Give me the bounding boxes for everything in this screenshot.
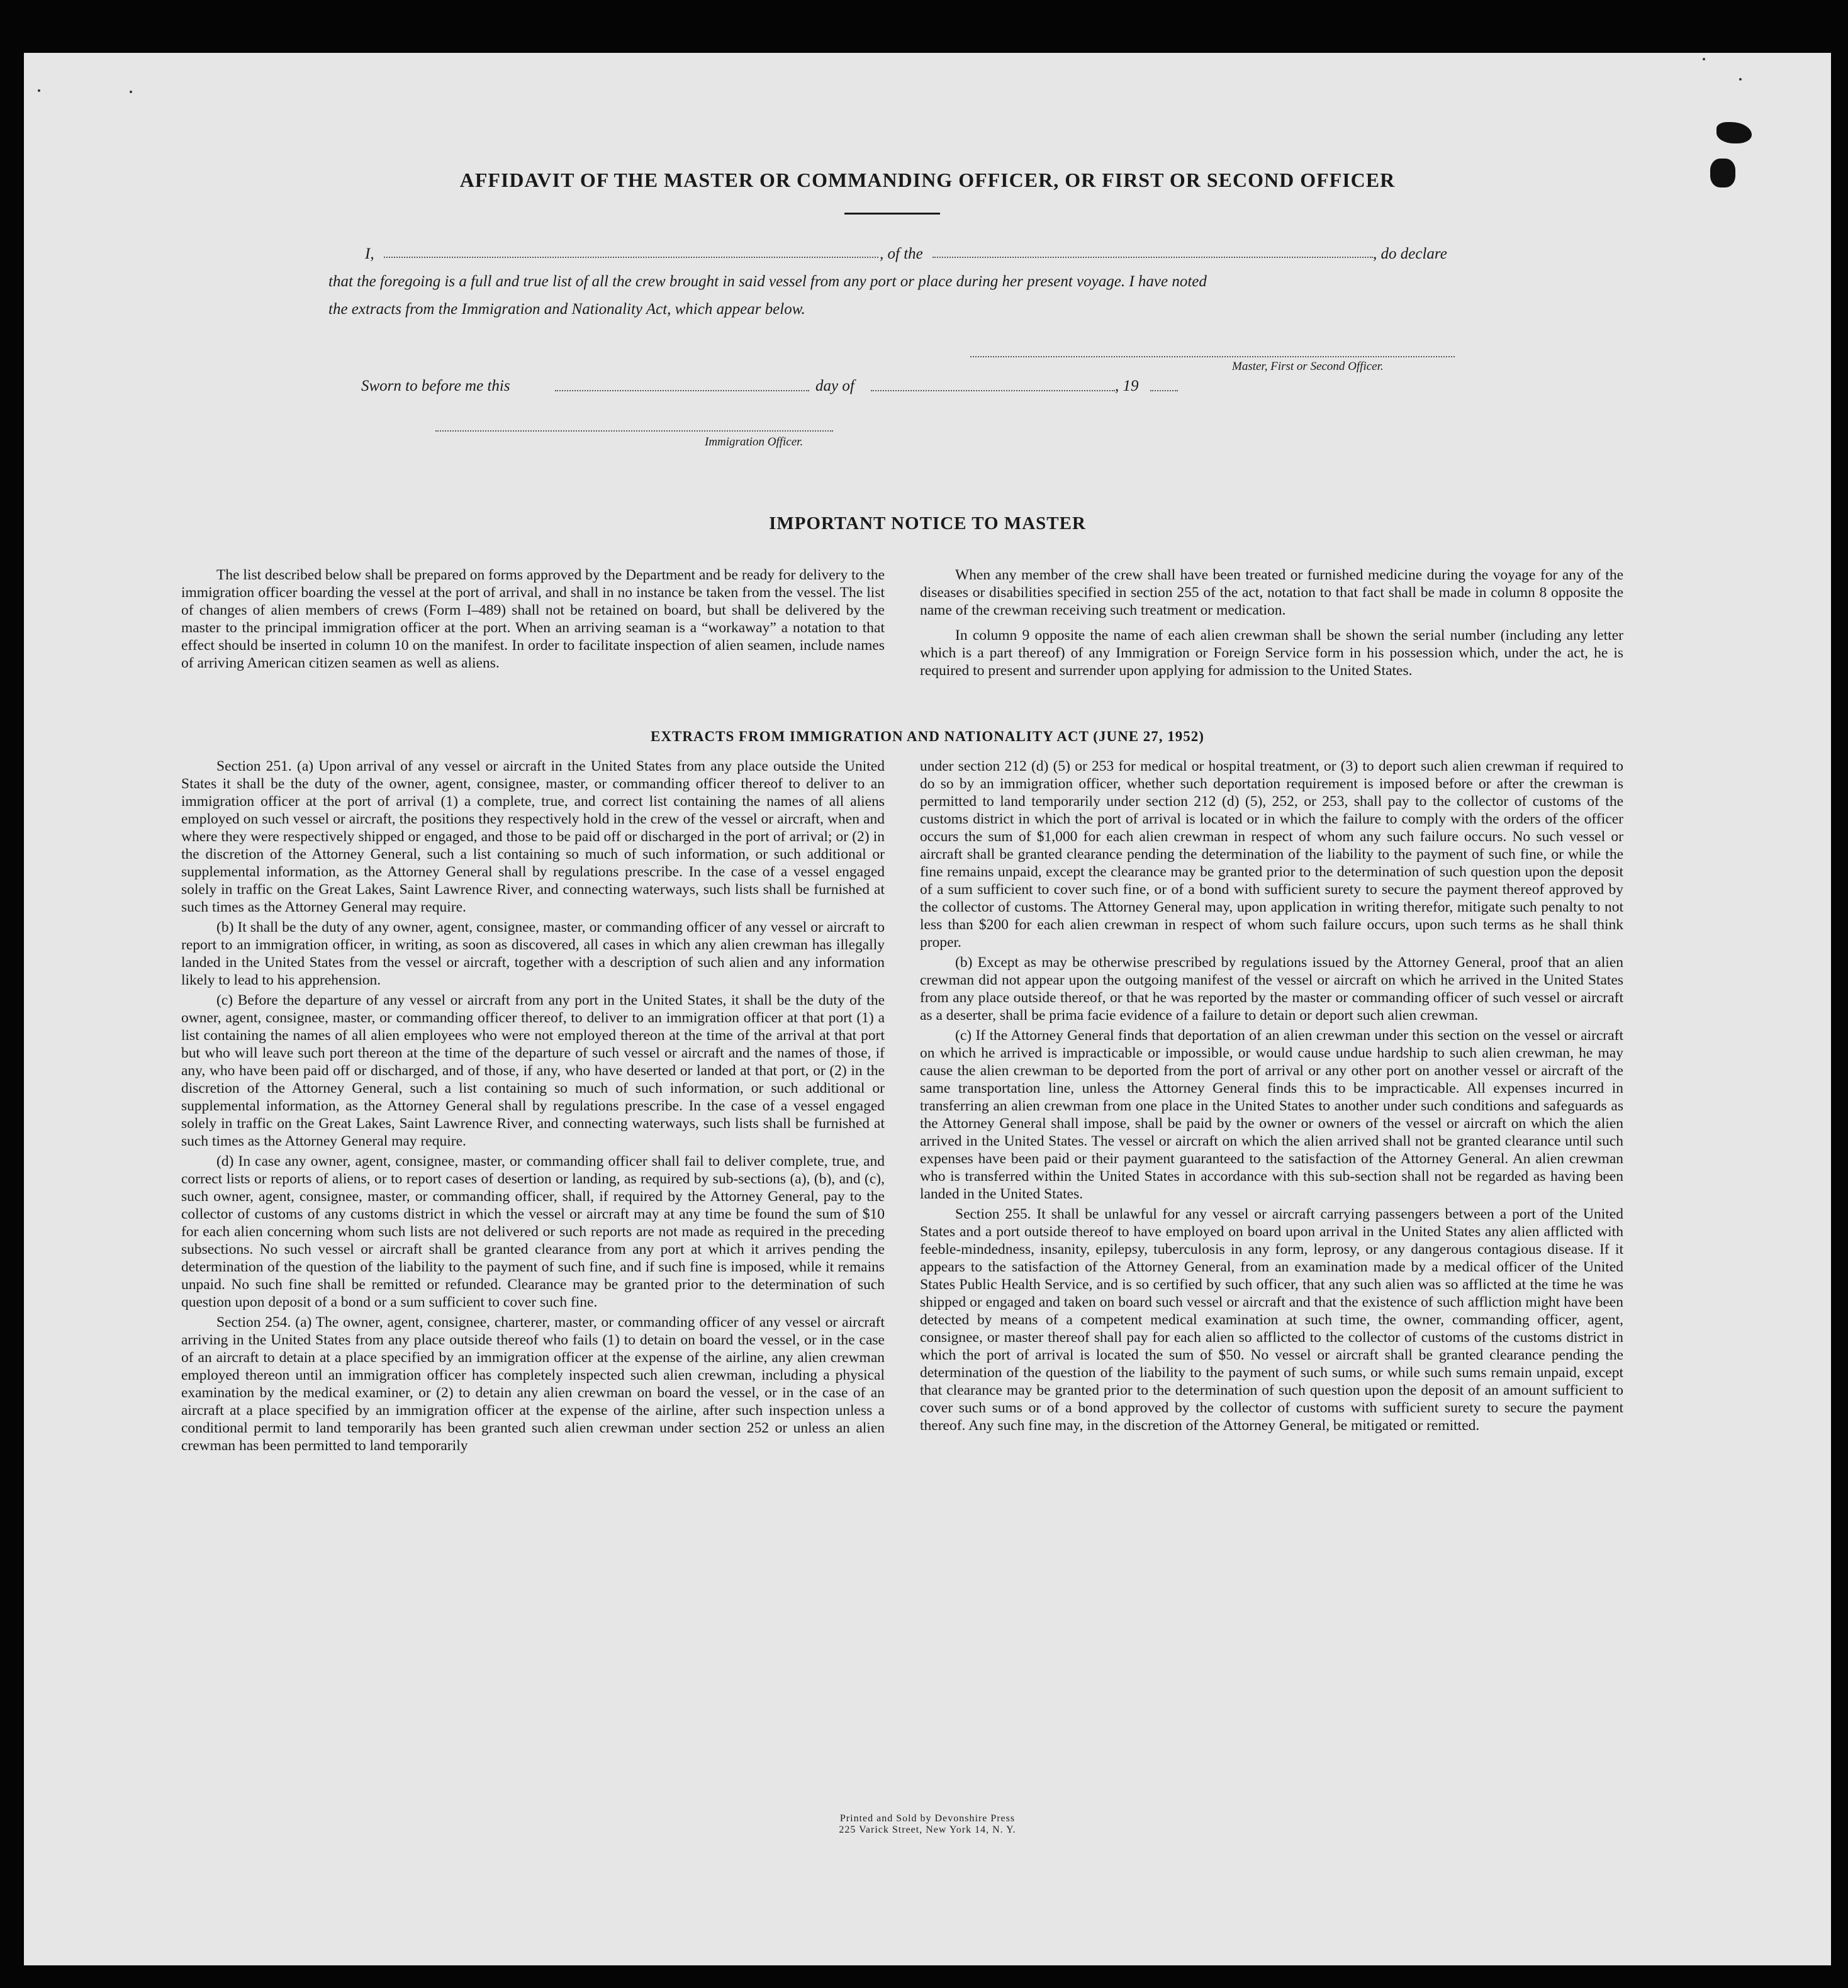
notice-paragraph: In column 9 opposite the name of each alien crewman shall be shown the serial number (including any letter which is a part thereof) of any Immigration or Foreign Service form in his possession which, under the act, he is required to present and surrender upon applying for admission to the United States. bbox=[920, 627, 1623, 679]
title-underline bbox=[844, 213, 940, 215]
sworn-prefix: Sworn to before me this bbox=[361, 377, 510, 394]
master-signature-line bbox=[970, 356, 1455, 357]
notice-paragraph: When any member of the crew shall have been treated or furnished medicine during the voyage for any of the diseases or disabilities specified in section 255 of the act, notation to that fact shall be made in column 8 opposite the name of the crewman receiving such treatment or medication. bbox=[920, 567, 1623, 618]
act-paragraph: (b) It shall be the duty of any owner, agent, consignee, master, or commanding officer of any vessel or aircraft to report to an immigration officer, in writing, as soon as discovered, all cases in which any alien crewman has illegally landed in the United States from the vessel or aircraft, together with a description of such alien and any information likely to lead to his apprehension. bbox=[181, 919, 885, 988]
declaration-line-3: the extracts from the Immigration and Nationality Act, which appear below. bbox=[328, 301, 805, 318]
printer-imprint bbox=[24, 1813, 1831, 1836]
declaration-of-the-label: , of the bbox=[880, 245, 923, 262]
act-paragraph: (b) Except as may be otherwise prescribed by regulations issued by the Attorney General, proof that an alien crewman did not appear upon the outgoing manifest of the vessel or aircraft on which he arrived in the United States from any place outside thereof, or that he was reported by the master or commanding officer of such vessel or aircraft as a deserter, shall be prima facie evidence of a failure to detain or deport such alien crewman. bbox=[920, 954, 1623, 1024]
document-page bbox=[24, 53, 1831, 1965]
sworn-year-blank bbox=[1150, 390, 1178, 391]
notice-left-column bbox=[181, 566, 885, 674]
act-paragraph: (c) Before the departure of any vessel or aircraft from any port in the United States, it shall be the duty of the owner, agent, consignee, master, or commanding officer thereof, to deliver to an immigration officer at that port (1) a list containing the names of all alien employees who were not employed thereon at the time of the arrival at that port but who will leave such port thereon at the time of the departure of such vessel or aircraft and the names of those, if any, who have been paid off or discharged, and of those, if any, who have deserted or landed at that port, or (2) in the discretion of the Attorney General, such a list containing so much of such information, or such additional or supplemental information, as the Attorney General shall by regulations prescribe. In the case of a vessel engaged solely in traffic on the Great Lakes, Saint Lawrence River, and connecting waterways, such lists shall be furnished at such times as the Attorney General may require. bbox=[181, 992, 885, 1149]
printer-line-1: Printed and Sold by Devonshire Press bbox=[839, 1813, 1016, 1824]
scan-speck bbox=[130, 91, 132, 93]
affidavit-title: AFFIDAVIT OF THE MASTER OR COMMANDING OFFICER, OR FIRST OR SECOND OFFICER bbox=[459, 169, 1396, 191]
extracts-right-column bbox=[920, 757, 1623, 1437]
sworn-month-blank bbox=[871, 390, 1115, 391]
ink-blot bbox=[1716, 122, 1752, 143]
declaration-i-label: I, bbox=[365, 245, 374, 262]
officer-signature-label: Immigration Officer. bbox=[705, 435, 804, 449]
name-blank bbox=[384, 257, 878, 258]
notice-right-column bbox=[920, 566, 1623, 682]
scan-speck bbox=[38, 89, 40, 92]
printer-line-2: 225 Varick Street, New York 14, N. Y. bbox=[839, 1824, 1016, 1835]
act-paragraph: under section 212 (d) (5) or 253 for medical or hospital treatment, or (3) to deport such alien crewman if required to do so by an immigration officer, whether such deportation requirement is imposed before or after the crewman is permitted to land temporarily under section 212 (d) (5), 252, or 253, shall pay to the collector of customs of the customs district in which the port of arrival is located or in which the failure to comply with the orders of the officer occurs the sum of $1,000 for each alien crewman in respect of whom any such failure occurs. No such vessel or aircraft shall be granted clearance pending the determination of the liability to the payment of such fine, or while the fine remains unpaid, except the clearance may be granted prior to the determination of such question upon the deposit of a sum sufficient to cover such fine, or of a bond with sufficient surety to secure the payment thereof approved by the collector of customs. The Attorney General may, upon application in writing therefor, mitigate such penalty to not less than $200 for each alien crewman in respect of whom such failure occurs, upon such terms as he shall think proper. bbox=[920, 758, 1623, 951]
sworn-day-of: day of bbox=[815, 377, 854, 394]
scan-speck bbox=[1739, 78, 1742, 81]
sworn-year-prefix: , 19 bbox=[1115, 377, 1139, 394]
act-paragraph: Section 251. (a) Upon arrival of any vessel or aircraft in the United States from any place outside the United States it shall be the duty of the owner, agent, consignee, master, or commanding officer thereof to deliver to an immigration officer at the port of arrival (1) a complete, true, and correct list containing the names of all aliens employed on such vessel or aircraft, the positions they respectively hold in the crew of the vessel or aircraft, when and where they were respectively shipped or engaged, and those to be paid off or discharged in the port of arrival; or (2) in the discretion of the Attorney General, such a list containing so much of such information, or such additional or supplemental information, as the Attorney General shall by regulations prescribe. In the case of a vessel engaged solely in traffic on the Great Lakes, Saint Lawrence River, and connecting waterways, such lists shall be furnished at such times as the Attorney General may require. bbox=[181, 758, 885, 915]
master-signature-label: Master, First or Second Officer. bbox=[1232, 360, 1384, 373]
notice-paragraph: The list described below shall be prepared on forms approved by the Department and be ready for delivery to the immigration officer boarding the vessel at the port of arrival, and shall in no instance be taken from the vessel. The list of changes of alien members of crews (Form I–489) shall not be retained on board, but shall be delivered by the master to the principal immigration officer at the port. When an arriving seaman is a “workaway” a notation to that effect should be inserted in column 10 on the manifest. In order to facilitate inspection of alien seamen, include names of arriving American citizen seamen as well as aliens. bbox=[181, 567, 885, 671]
notice-title: IMPORTANT NOTICE TO MASTER bbox=[769, 513, 1086, 533]
extracts-title: EXTRACTS FROM IMMIGRATION AND NATIONALITY ACT (JUNE 27, 1952) bbox=[651, 729, 1204, 744]
vessel-blank bbox=[932, 257, 1373, 258]
extracts-left-column bbox=[181, 757, 885, 1457]
act-paragraph: (d) In case any owner, agent, consignee, master, or commanding officer shall fail to deliver complete, true, and correct lists or reports of aliens, or to report cases of desertion or landing, as required by sub-sections (a), (b), and (c), such owner, agent, consignee, master, or commanding officer, shall, if required by the Attorney General, pay to the collector of customs of any customs district in which the vessel or aircraft may at any time be found the sum of $10 for each alien concerning whom such lists are not delivered or such reports are not made as required in the preceding subsections. No such vessel or aircraft shall be granted clearance from any port at which it arrives pending the determination of the question of the liability to the payment of such fine, and if such fine is imposed, while it remains unpaid. No such fine shall be remitted or refunded. Clearance may be granted prior to the determination of such question upon deposit of a bond or a sum sufficient to cover such fine. bbox=[181, 1153, 885, 1310]
declaration-line-2: that the foregoing is a full and true list of all the crew brought in said vessel from any port or place during her present voyage. I have noted bbox=[328, 273, 1207, 290]
act-paragraph: Section 255. It shall be unlawful for any vessel or aircraft carrying passengers between a port of the United States and a port outside thereof to have employed on board upon arrival in the United States any alien afflicted with feeble-mindedness, insanity, epilepsy, tuberculosis in any form, leprosy, or any dangerous contagious disease. If it appears to the satisfaction of the Attorney General, from an examination made by a medical officer of the United States Public Health Service, and is so certified by such officer, that any such alien was so afflicted at the time he was shipped or engaged and taken on board such vessel or aircraft and that the existence of such affliction might have been detected by means of a competent medical examination at such time, the owner, commanding officer, agent, consignee, or master thereof shall pay for each alien so afflicted to the collector of customs of the customs district in which the port of arrival is located the sum of $50. No vessel or aircraft shall be granted clearance pending the determination of the question of the liability to the payment of such sums, or while such sums remain unpaid, except that clearance may be granted prior to the determination of such question upon the deposit of an amount sufficient to cover such sums or of a bond approved by the collector of customs with sufficient surety to secure the payment thereof. Any such fine may, in the discretion of the Attorney General, be mitigated or remitted. bbox=[920, 1206, 1623, 1434]
officer-signature-line bbox=[435, 430, 833, 432]
declaration-do-declare: , do declare bbox=[1373, 245, 1447, 262]
sworn-day-blank bbox=[555, 390, 809, 391]
act-paragraph: (c) If the Attorney General finds that deportation of an alien crewman under this section on the vessel or aircraft on which he arrived is impracticable or impossible, or would cause undue hardship to such alien crewman, he may cause the alien crewman to be deported from the port of arrival or any other port on another vessel or aircraft of the same transportation line, unless the Attorney General finds this to be impracticable. All expenses incurred in transferring an alien crewman from one place in the United States to another under such conditions and safeguards as the Attorney General shall impose, shall be paid by the owner or owners of the vessel or aircraft on which the alien arrived in the United States. The vessel or aircraft on which the alien arrived shall not be granted clearance until such expenses have been paid or their payment guaranteed to the satisfaction of the Attorney General. An alien crewman who is transferred within the United States in accordance with this sub-section shall not be regarded as having been landed in the United States. bbox=[920, 1027, 1623, 1202]
scan-speck bbox=[1703, 58, 1705, 60]
act-paragraph: Section 254. (a) The owner, agent, consignee, charterer, master, or commanding officer of any vessel or aircraft arriving in the United States from any place outside thereof who fails (1) to detain on board the vessel, or in the case of an aircraft to detain at a place specified by an immigration officer at the expense of the airline, any alien crewman employed thereon until an immigration officer has completely inspected such alien crewman, including a physical examination by the medical examiner, or (2) to detain any alien crewman on board the vessel, or in the case of an aircraft at a place specified by an immigration officer at the expense of the airline, after such inspection unless a conditional permit to land temporarily has been granted such alien crewman under section 252 or unless an alien crewman has been permitted to land temporarily bbox=[181, 1314, 885, 1454]
